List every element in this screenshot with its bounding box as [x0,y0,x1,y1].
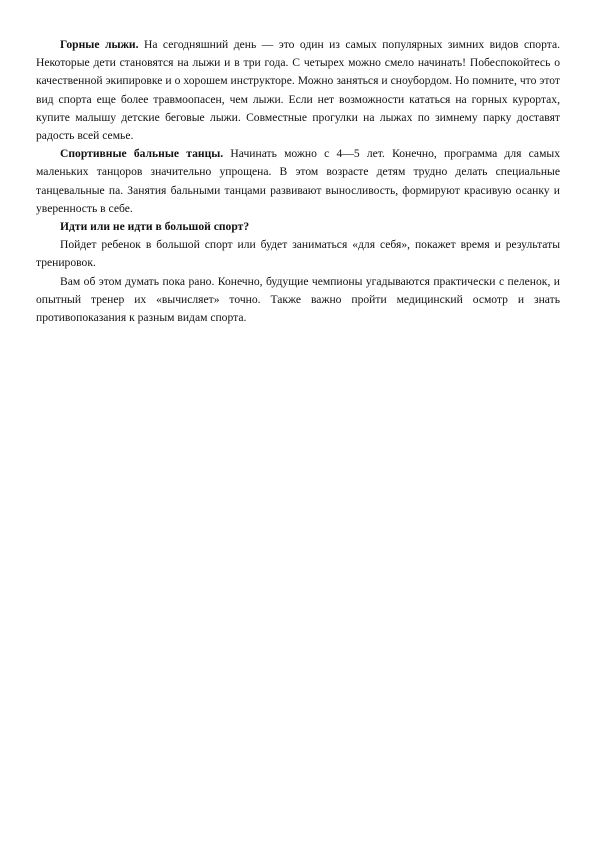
paragraph-skiing [36,36,560,145]
document-page [36,36,560,327]
paragraph-lead-dance: Спортивные бальные танцы. [60,147,224,161]
paragraph-dance [36,145,560,218]
paragraph-champions: Вам об этом думать пока рано. Конечно, будущие чемпионы угадываются практически с пеленок, и опытный тренер их «вычисляет» точно. Также важно пройти медицинский осмотр и знать противопоказания к разным видам спорта. [36,274,560,325]
section-heading: Идти или не идти в большой спорт? [60,220,250,234]
paragraph-big-sport: Пойдет ребенок в большой спорт или будет заниматься «для себя», покажет время и результаты тренировок. [36,238,560,270]
paragraph-lead-skiing: Горные лыжи. [60,38,139,51]
paragraph-text-dance: Начинать можно с 4—5 лет. Конечно, программа для самых маленьких танцоров значительно упрощена. В этом возрасте детям трудно делать специальные танцевальные па. Занятия бальными танцами развивают выносливость, формируют красивую осанку и уверенность в себе. [36,147,560,215]
paragraph-text-skiing: На сегодняшний день — это один из самых популярных зимних видов спорта. Некоторые дети становятся на лыжи и в три года. С четырех можно смело начинать! Побеспокойтесь о качественной экипировке и о хорошем инструкторе. Можно заняться и сноубордом. Но помните, что этот вид спорта еще более травмоопасен, чем лыжи. Если нет возможности кататься на горных курортах, купите малышу детские беговые лыжи. Совместные прогулки на лыжах по зимнему парку доставят радость всей семье. [36,38,560,143]
